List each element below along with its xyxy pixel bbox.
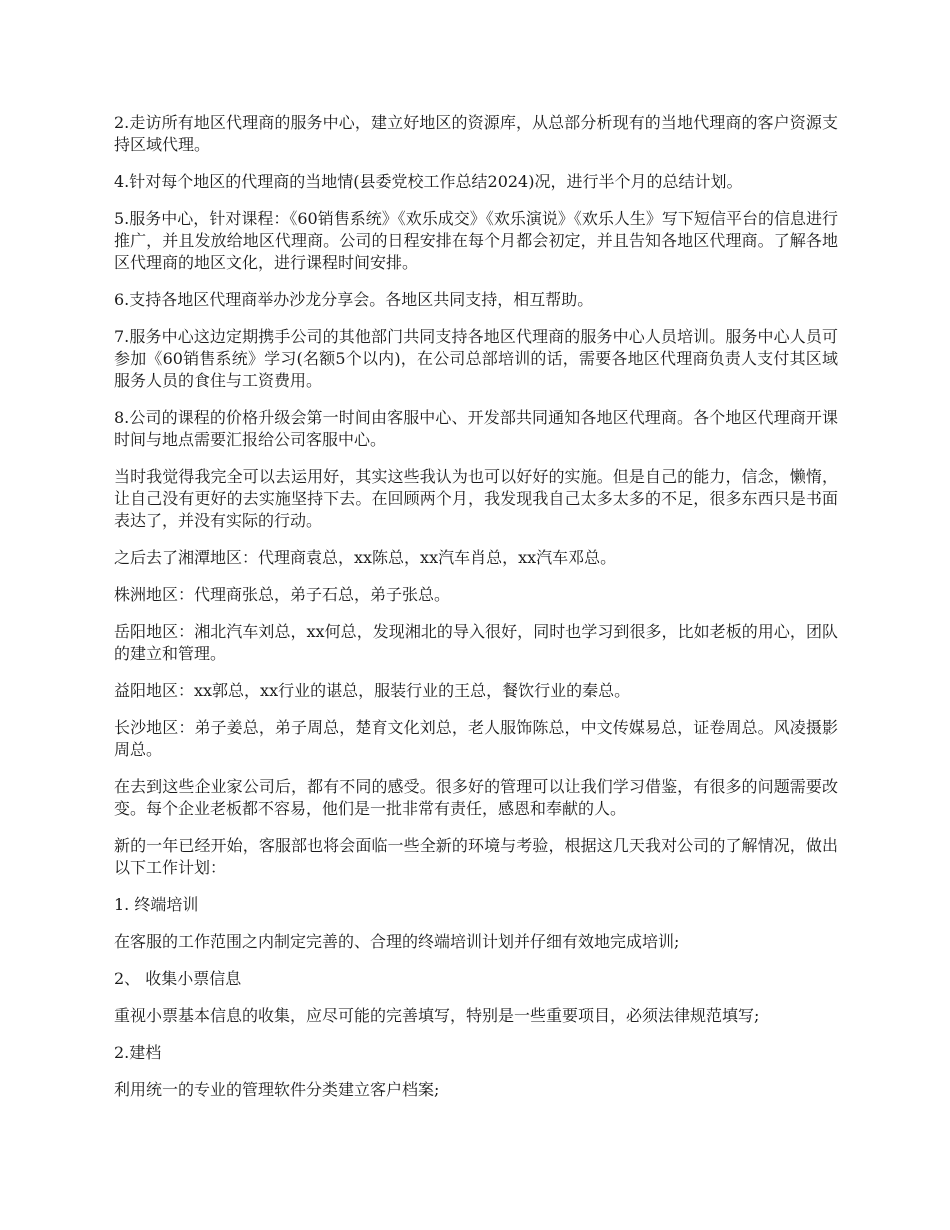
section-heading-filing: 2.建档 [114,1043,162,1062]
paragraph-7: 当时我觉得我完全可以去运用好，其实这些我认为也可以好好的实施。但是自己的能力，信念，懒惰，让自己没有更好的去实施坚持下去。在回顾两个月，我发现我自己太多太多的不足，很多东西只是书面表达了，并没有实际的行动。 [114,467,838,530]
paragraph-4: 6.支持各地区代理商举办沙龙分享会。各地区共同支持，相互帮助。 [114,290,594,309]
paragraph-2: 4.针对每个地区的代理商的当地情(县委党校工作总结2024)况，进行半个月的总结计划。 [114,172,743,191]
paragraph-12: 长沙地区：弟子姜总，弟子周总，楚育文化刘总，老人服饰陈总，中文传媒易总，证卷周总。风凌摄影周总。 [114,718,838,759]
paragraph-18: 重视小票基本信息的收集，应尽可能的完善填写，特别是一些重要项目，必须法律规范填写; [114,1006,760,1025]
document-page [114,112,838,1116]
paragraph-8: 之后去了湘潭地区：代理商袁总，xx陈总，xx汽车肖总，xx汽车邓总。 [114,548,617,567]
paragraph-6: 8.公司的课程的价格升级会第一时间由客服中心、开发部共同通知各地区代理商。各个地区代理商开课时间与地点需要汇报给公司客服中心。 [114,408,838,449]
section-heading-receipt-info: 2、 收集小票信息 [114,969,242,988]
paragraph-5: 7.服务中心这边定期携手公司的其他部门共同支持各地区代理商的服务中心人员培训。服务中心人员可参加《60销售系统》学习(名额5个以内)，在公司总部培训的话，需要各地区代理商负责人支付其区域服务人员的食住与工资费用。 [114,327,838,390]
paragraph-10: 岳阳地区：湘北汽车刘总，xx何总，发现湘北的导入很好，同时也学习到很多，比如老板的用心，团队的建立和管理。 [114,622,838,663]
paragraph-11: 益阳地区：xx郭总，xx行业的谌总，服装行业的王总，餐饮行业的秦总。 [114,681,631,700]
paragraph-1: 2.走访所有地区代理商的服务中心，建立好地区的资源库，从总部分析现有的当地代理商的客户资源支持区域代理。 [114,113,838,154]
section-heading-terminal-training: 1. 终端培训 [114,895,199,914]
paragraph-9: 株洲地区：代理商张总，弟子石总，弟子张总。 [114,585,451,604]
paragraph-16: 在客服的工作范围之内制定完善的、合理的终端培训计划并仔细有效地完成培训; [114,932,680,951]
paragraph-14: 新的一年已经开始，客服部也将会面临一些全新的环境与考验，根据这几天我对公司的了解情况，做出以下工作计划： [114,836,838,877]
paragraph-3: 5.服务中心，针对课程：《60销售系统》《欢乐成交》《欢乐演说》《欢乐人生》写下短信平台的信息进行推广，并且发放给地区代理商。公司的日程安排在每个月都会初定，并且告知各地区代理商。了解各地区代理商的地区文化，进行课程时间安排。 [114,209,838,272]
paragraph-13: 在去到这些企业家公司后，都有不同的感受。很多好的管理可以让我们学习借鉴，有很多的问题需要改变。每个企业老板都不容易，他们是一批非常有责任，感恩和奉献的人。 [114,777,838,818]
paragraph-20: 利用统一的专业的管理软件分类建立客户档案; [114,1080,440,1099]
